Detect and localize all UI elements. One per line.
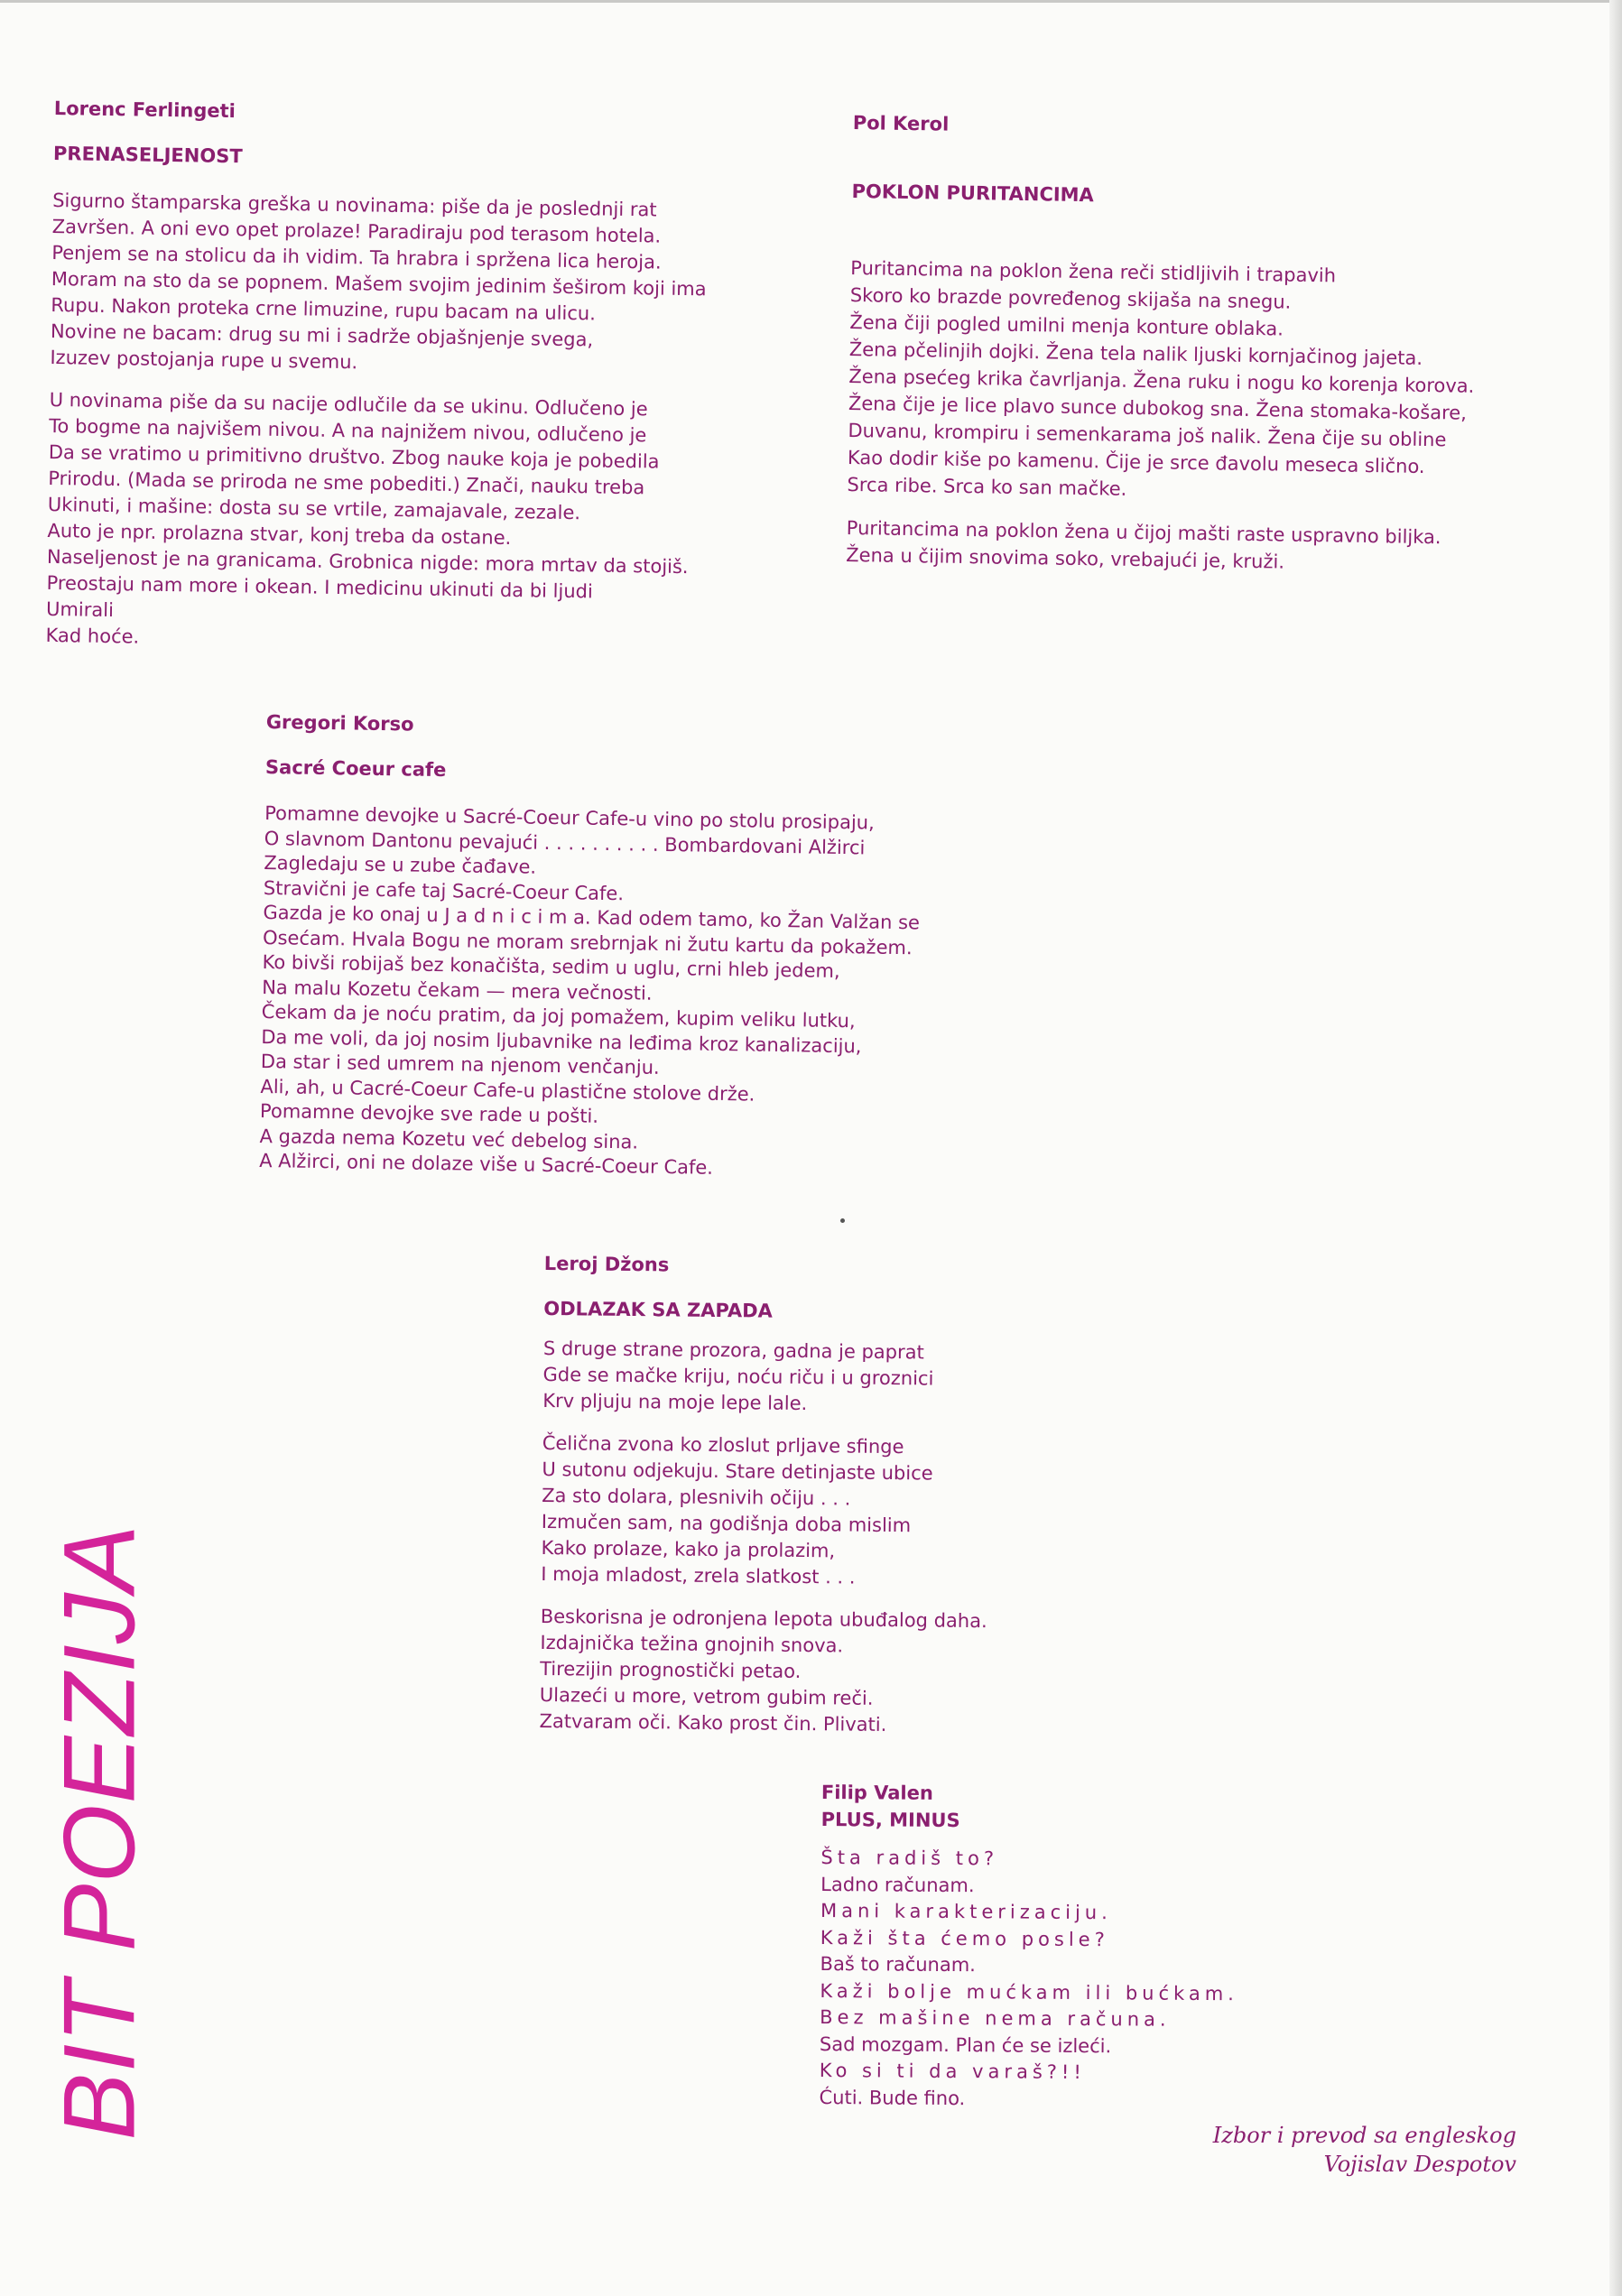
poem-line: Ko bivši robijaš bez konačišta, sedim u uglu, crni hleb jedem, <box>262 950 840 983</box>
poem-line: Moram na sto da se popnem. Mašem svojim jedinim šeširom koji ima <box>51 267 707 301</box>
poem-prenaseljenost <box>45 97 709 659</box>
poem-line: Umirali <box>45 597 115 622</box>
section-title: BIT POEZIJA <box>42 1523 156 2141</box>
page-top-edge <box>0 0 1622 3</box>
poem-line: S druge strane prozora, gadna je paprat <box>542 1337 924 1364</box>
credit-line: Izbor i prevod sa engleskog <box>1212 2123 1516 2148</box>
poem-line: Ko si ti da varaš?!! <box>819 2059 1086 2084</box>
poem-title: PLUS, MINUS <box>820 1808 960 1832</box>
poem-line: Gde se mačke kriju, noću riču i u groznici <box>542 1363 934 1390</box>
poem-line: Bez mašine nema računa. <box>820 2005 1171 2031</box>
poem-line: A gazda nema Kozetu već debelog sina. <box>259 1125 639 1153</box>
poem-author: Filip Valen <box>820 1782 933 1804</box>
poem-author: Pol Kerol <box>852 112 950 135</box>
poem-line: Puritancima na poklon žena reči stidljivih i trapavih <box>850 256 1337 287</box>
poem-sacre-coeur-cafe <box>259 711 923 1184</box>
poem-lines <box>539 1336 990 1739</box>
poem-line: Ladno računam. <box>820 1873 975 1896</box>
poem-line: Preostaju nam more i okean. I medicinu ukinuti da bi ljudi <box>46 571 593 603</box>
poem-line: Baš to računam. <box>820 1952 976 1977</box>
poem-line: Skoro ko brazde povređenog skijaša na snegu. <box>849 283 1292 313</box>
poem-title: ODLAZAK SA ZAPADA <box>543 1297 774 1322</box>
poem-line: Gazda je ko onaj u J a d n i c i m a. Kad odem tamo, ko Žan Valžan se <box>263 901 921 934</box>
poem-line: Kaži bolje mućkam ili bućkam. <box>820 1979 1238 2004</box>
poem-line: Beskorisna je odronjena lepota ubuđalog daha. <box>540 1605 987 1633</box>
poem-line: Da se vratimo u primitivno društvo. Zbog nauke koja je pobedila <box>48 440 660 473</box>
poem-line: Tirezijin prognostički petao. <box>540 1657 802 1683</box>
credit-translator: Vojislav Despotov <box>1323 2152 1516 2177</box>
poem-line: Rupu. Nakon proteka crne limuzine, rupu bacam na ulicu. <box>51 293 597 325</box>
poem-line: Čekam da je noću pratim, da joj pomažem, kupim veliku lutku, <box>261 1000 856 1032</box>
poem-line: Šta radiš to? <box>820 1846 999 1870</box>
poem-plus-minus <box>819 1782 1239 2114</box>
poem-line: Na malu Kozetu čekam — mera večnosti. <box>262 976 653 1004</box>
poem-line: Naseljenost je na granicama. Grobnica nigde: mora mrtav da stojiš. <box>46 545 689 579</box>
poem-line: Žena čije je lice plavo sunce dubokog sna. Žena stomaka-košare, <box>848 392 1468 424</box>
poem-odlazak-sa-zapada <box>539 1253 991 1739</box>
poem-line: Puritancima na poklon žena u čijoj mašti raste uspravno biljka. <box>846 516 1441 549</box>
poem-line: Zatvaram oči. Kako prost čin. Plivati. <box>539 1709 887 1736</box>
poem-line: Ukinuti, i mašine: dosta su se vrtile, zamajavale, zezale. <box>47 493 581 524</box>
poem-line: Da me voli, da joj nosim ljubavnike na leđima kroz kanalizaciju, <box>261 1025 862 1057</box>
poem-line: O slavnom Dantonu pevajući . . . . . . . . . . Bombardovani Alžirci <box>264 827 866 858</box>
poem-line: Izuzev postojanja rupe u svemu. <box>50 346 358 374</box>
poem-line: Srca ribe. Srca ko san mačke. <box>847 473 1127 500</box>
poem-line: Za sto dolara, plesnivih očiju . . . <box>542 1484 851 1510</box>
poem-line: Kaži šta ćemo posle? <box>820 1926 1109 1950</box>
poem-line: To bogme na najvišem nivou. A na najnižem nivou, odlučeno je <box>49 414 647 447</box>
poem-line: Pomamne devojke u Sacré-Coeur Cafe-u vino po stolu prosipaju, <box>264 801 875 834</box>
poem-lines <box>45 188 708 659</box>
poem-line: Osećam. Hvala Bogu ne moram srebrnjak ni žutu kartu da pokažem. <box>262 926 913 958</box>
poem-line: Žena u čijim snovima soko, vrebajući je, kruži. <box>846 543 1285 573</box>
poem-line: Ali, ah, u Cacré-Coeur Cafe-u plastične stolove drže. <box>260 1075 755 1106</box>
poem-line: Kao dodir kiše po kamenu. Čije je srce đavolu meseca slično. <box>847 446 1425 477</box>
poem-line: Auto je npr. prolazna stvar, konj treba da ostane. <box>47 519 512 550</box>
poem-line: Penjem se na stolicu da ih vidim. Ta hrabra i spržena lica heroja. <box>51 241 662 273</box>
poem-line: Ulazeći u more, vetrom gubim reči. <box>539 1683 874 1709</box>
poem-line: A Alžirci, oni ne dolaze više u Sacré-Coeur Cafe. <box>258 1149 714 1179</box>
poem-line: Sigurno štamparska greška u novinama: piše da je poslednji rat <box>52 189 657 221</box>
poem-line: Novine ne bacam: drug su mi i sadrže objašnjenje svega, <box>50 319 594 351</box>
poem-line: Krv pljuju na moje lepe lale. <box>542 1389 808 1415</box>
poem-lines <box>259 801 922 1184</box>
poem-line: Kako prolaze, kako ja prolazim, <box>541 1536 836 1562</box>
poem-line: Ćuti. Bude fino. <box>819 2086 966 2109</box>
page-right-edge <box>1609 0 1622 2296</box>
poem-line: Pomamne devojke sve rade u pošti. <box>259 1099 599 1127</box>
poem-title: POKLON PURITANCIMA <box>851 180 1094 207</box>
poem-line: Žena pčelinjih dojki. Žena tela nalik ljuski kornjačinog jajeta. <box>848 338 1423 369</box>
poem-line: Zagledaju se u zube čađave. <box>264 851 537 878</box>
poem-line: I moja mladost, zrela slatkost . . . <box>541 1562 856 1588</box>
poem-line: Izmučen sam, na godišnja doba mislim <box>541 1510 912 1537</box>
poem-line: U novinama piše da su nacije odlučile da se ukinu. Odlučeno je <box>49 388 648 421</box>
poem-author: Lorenc Ferlingeti <box>53 97 236 123</box>
poem-line: Duvanu, krompiru i semenkarama još nalik. Žena čije su obline <box>848 419 1447 451</box>
poem-author: Leroj Džons <box>543 1253 670 1276</box>
poem-author: Gregori Korso <box>265 711 414 736</box>
poem-line: Prirodu. (Mada se priroda ne sme pobediti.) Znači, nauku treba <box>48 467 645 499</box>
poem-title: Sacré Coeur cafe <box>264 755 447 782</box>
poem-poklon-puritancima <box>846 112 1478 579</box>
poem-line: Žena čiji pogled umilni menja konture oblaka. <box>849 310 1284 340</box>
poem-lines <box>846 255 1476 579</box>
poem-line: Sad mozgam. Plan će se izleći. <box>819 2032 1112 2057</box>
poem-line: U sutonu odjekuju. Stare detinjaste ubice <box>542 1458 933 1485</box>
poem-line: Završen. A oni evo opet prolaze! Paradiraju pod terasom hotela. <box>51 215 662 247</box>
translation-credit <box>1137 2121 1516 2179</box>
poem-title: PRENASELJENOST <box>52 142 243 168</box>
poem-line: Žena psećeg krika čavrljanja. Žena ruku i nogu ko korenja korova. <box>848 365 1475 397</box>
poem-line: Da star i sed umrem na njenom venčanju. <box>260 1050 660 1079</box>
poem-line: Kad hoće. <box>45 624 140 648</box>
poem-line: Čelična zvona ko zloslut prljave sfinge <box>542 1431 904 1458</box>
print-speck <box>840 1218 845 1223</box>
poem-lines <box>819 1845 1239 2114</box>
poem-line: Izdajnička težina gnojnih snova. <box>540 1631 844 1657</box>
poem-line: Mani karakterizaciju. <box>820 1899 1112 1924</box>
poem-line: Stravični je cafe taj Sacré-Coeur Cafe. <box>263 876 625 904</box>
